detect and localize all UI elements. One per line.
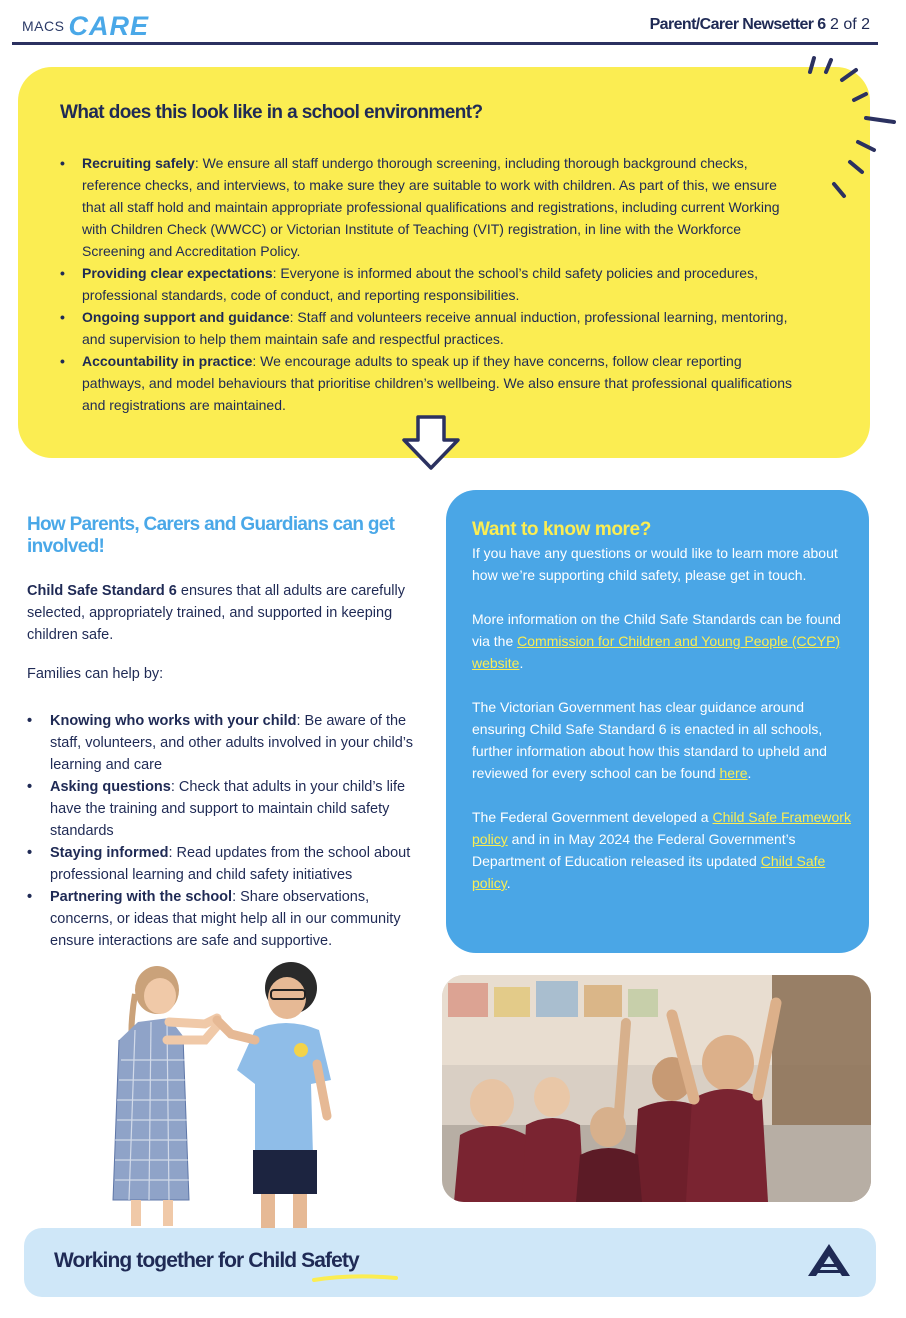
- paragraph-text: .: [747, 765, 752, 781]
- header-rule: [12, 42, 878, 45]
- item-text: : Read updates from the school about professional learning and child safety initiatives: [50, 845, 411, 883]
- footer-tagline: Working together for Child Safety: [54, 1249, 359, 1272]
- list-item: [27, 886, 427, 952]
- newsletter-title: Parent/Carer Newsetter 6: [649, 16, 826, 33]
- paragraph-text: and in in May 2024 the Federal Government’s Department of Education released its updated: [472, 831, 796, 869]
- ccyp-paragraph: [472, 608, 857, 674]
- item-heading: Ongoing support and guidance: [82, 309, 290, 325]
- macs-care-logo: [22, 8, 149, 42]
- item-text: : Check that adults in your child’s life have the training and support to maintain child safety standards: [50, 779, 406, 839]
- item-heading: Recruiting safely: [82, 155, 195, 171]
- paragraph-text: The Federal Government developed a: [472, 809, 713, 825]
- item-text: : Everyone is informed about the school’s child safety policies and procedures, professional standards, code of conduct, and reporting responsibilities.: [82, 265, 758, 303]
- macs-triangle-logo-icon: [806, 1242, 852, 1278]
- paragraph-text: The Victorian Government has clear guidance around ensuring Child Safe Standard 6 is enacted in all schools, further information about how this standard to upheld and reviewed for every school can be found: [472, 699, 827, 781]
- classroom-photo-image: [442, 975, 871, 1202]
- item-heading: Staying informed: [50, 845, 169, 861]
- classroom-students-photo: [442, 975, 871, 1202]
- child-safe-policy-link[interactable]: Child Safe policy: [472, 853, 826, 891]
- page-number: 2 of 2: [829, 16, 870, 33]
- paragraph-text: .: [519, 655, 524, 671]
- child-safe-framework-link[interactable]: Child Safe Framework policy: [472, 809, 851, 847]
- sunburst-rays-decoration: [800, 50, 900, 200]
- get-involved-title: How Parents, Carers and Guardians can get involved!: [27, 514, 395, 557]
- ccyp-website-link[interactable]: Commission for Children and Young People (CCYP) website: [472, 633, 841, 671]
- item-heading: Knowing who works with your child: [50, 713, 297, 729]
- item-heading: Accountability in practice: [82, 353, 253, 369]
- want-to-know-more-title: Want to know more?: [472, 519, 651, 540]
- item-text: : Staff and volunteers receive annual induction, professional learning, mentoring, and supervision to help them maintain safe and respectful practices.: [82, 309, 788, 347]
- school-environment-title: What does this look like in a school environment?: [60, 102, 483, 123]
- contact-paragraph: If you have any questions or would like to learn more about how we’re supporting child safety, please get in touch.: [472, 545, 838, 583]
- paragraph-text: .: [506, 875, 511, 891]
- item-text: : We ensure all staff undergo thorough screening, including thorough background checks, reference checks, and interviews, to make sure they are suitable to work with children. As part of this, we ensure that all staff hold and maintain appropriate professional qualifications and registrations, including current Working with Children Check (WWCC) or Victorian Institute of Teaching (VIT) registration, in line with the Workforce Screening and Accreditation Policy.: [82, 155, 780, 259]
- list-item: [60, 306, 800, 350]
- federal-government-paragraph: [472, 806, 857, 894]
- list-item: [60, 262, 800, 306]
- standard-name: Child Safe Standard 6: [27, 583, 177, 599]
- families-help-heading: Families can help by:: [27, 666, 164, 682]
- item-heading: Providing clear expectations: [82, 265, 273, 281]
- students-high-five-photo: [105, 960, 355, 1228]
- standard-intro-text: ensures that all adults are carefully selected, appropriately trained, and supported in keeping children safe.: [27, 583, 405, 643]
- school-practices-list: [60, 152, 800, 416]
- item-heading: Asking questions: [50, 779, 171, 795]
- list-item: [60, 350, 800, 416]
- standard-intro: [27, 580, 422, 646]
- victorian-government-paragraph: [472, 696, 857, 784]
- item-text: : Be aware of the staff, volunteers, and other adults involved in your child’s learning and care: [50, 713, 413, 773]
- item-heading: Partnering with the school: [50, 889, 233, 905]
- families-help-list: [27, 710, 427, 952]
- logo-care-text: CARE: [68, 11, 149, 41]
- newsletter-header: [650, 16, 870, 34]
- list-item: [27, 842, 427, 886]
- list-item: [27, 710, 427, 776]
- yellow-underline-decoration: [312, 1272, 398, 1284]
- item-text: : We encourage adults to speak up if they have concerns, follow clear reporting pathways, and model behaviours that prioritise children’s wellbeing. We also ensure that professional qualifications and registrations are maintained.: [82, 353, 792, 413]
- list-item: [60, 152, 800, 262]
- here-link[interactable]: here: [719, 765, 748, 781]
- paragraph-text: More information on the Child Safe Standards can be found via the: [472, 611, 841, 649]
- item-text: : Share observations, concerns, or ideas that might help all in our community ensure interactions are safe and supportive.: [50, 889, 401, 949]
- want-to-know-more-body: [472, 542, 857, 916]
- down-arrow-icon: [400, 414, 462, 472]
- logo-macs-text: MACS: [22, 18, 65, 34]
- list-item: [27, 776, 427, 842]
